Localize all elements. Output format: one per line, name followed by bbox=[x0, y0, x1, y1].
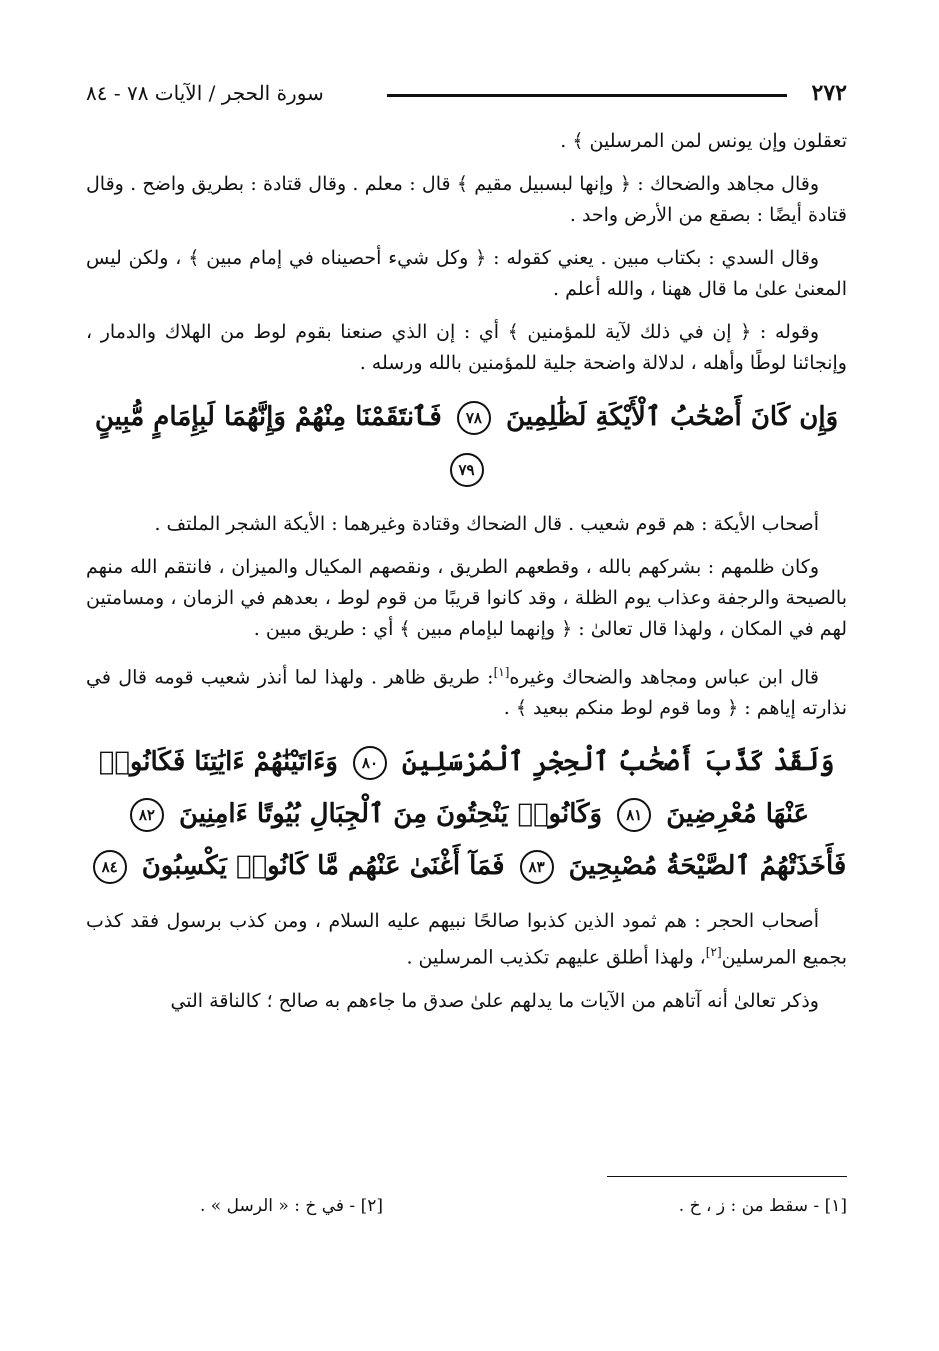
paragraph: وقال مجاهد والضحاك : ﴿ وإنها لبسبيل مقيم ﴾ قال : معلم . وقال قتادة : بطريق واضح . وقال قتادة أيضًا : بصقع من الأرض واحد . bbox=[86, 173, 847, 226]
verse-text: وَإِن كَانَ أَصْحَٰبُ ٱلْأَيْكَةِ لَظَٰلِمِينَ bbox=[505, 402, 839, 432]
paragraph: تعقلون وإن يونس لمن المرسلين ﴾ . bbox=[560, 130, 847, 152]
footnote-ref: [٢] bbox=[705, 945, 722, 960]
page-header bbox=[86, 76, 847, 110]
paragraph: أصحاب الأيكة : هم قوم شعيب . قال الضحاك وقتادة وغيرهما : الأيكة الشجر الملتف . bbox=[154, 513, 819, 535]
verse-number-marker: ٨٤ bbox=[93, 850, 127, 884]
footnotes bbox=[200, 1196, 847, 1216]
page-body bbox=[86, 126, 847, 1029]
paragraph-text: ، ولهذا أطلق عليهم تكذيب المرسلين . bbox=[406, 946, 706, 969]
page-number: ٢٧٢ bbox=[811, 80, 847, 106]
paragraph-text: : طريق ظاهر . ولهذا لما أنذر شعيب قومه قال في نذارته إياهم : ﴿ وما قوم لوط منكم ببعيد ﴾ . bbox=[86, 666, 847, 720]
footnote: [٢] - في خ : « الرسل » . bbox=[200, 1196, 383, 1216]
verse-text: وَكَانُوا۟ يَنْحِتُونَ مِنَ ٱلْجِبَالِ بُيُوتًا ءَامِنِينَ bbox=[179, 799, 603, 830]
verse-text: وَلَقَدْ كَذَّبَ أَصْحَٰبُ ٱلْحِجْرِ ٱلْمُرْسَلِينَ bbox=[402, 747, 835, 778]
verse-text: فَٱنتَقَمْنَا مِنْهُمْ وَإِنَّهُمَا لَبِإِمَامٍ مُّبِينٍ bbox=[94, 402, 442, 432]
paragraph: وكان ظلمهم : بشركهم بالله ، وقطعهم الطريق ، ونقصهم المكيال والميزان ، فانتقم الله منهم بالصيحة والرجفة وعذاب يوم الظلة ، وقد كانوا قريبًا من قوم لوط ، بعدهم في الزمان ، ومسامتين لهم في المكان ، ولهذا قال تعالىٰ : ﴿ وإنهما لبإمام مبين ﴾ أي : طريق مبين . bbox=[86, 556, 847, 640]
verse-number-marker: ٧٨ bbox=[457, 401, 491, 435]
verse-number-marker: ٨٢ bbox=[130, 798, 164, 832]
paragraph-text: قال ابن عباس ومجاهد والضحاك وغيره bbox=[509, 666, 819, 689]
quran-verse-block bbox=[86, 736, 847, 892]
verse-number-marker: ٨٣ bbox=[520, 850, 554, 884]
footnote-separator bbox=[607, 1176, 847, 1177]
running-title: سورة الحجر / الآيات ٧٨ - ٨٤ bbox=[86, 81, 324, 105]
verse-number-marker: ٧٩ bbox=[450, 453, 484, 487]
paragraph: وقال السدي : بكتاب مبين . يعني كقوله : ﴿ وكل شيء أحصيناه في إمام مبين ﴾ ، ولكن ليس المعنىٰ علىٰ ما قال ههنا ، والله أعلم . bbox=[86, 247, 847, 300]
verse-text: فَمَآ أَغْنَىٰ عَنْهُم مَّا كَانُوا۟ يَكْسِبُونَ bbox=[141, 851, 505, 882]
paragraph bbox=[86, 657, 847, 724]
header-rule bbox=[387, 94, 787, 97]
quran-verse-block bbox=[86, 391, 847, 495]
paragraph: وقوله : ﴿ إن في ذلك لآية للمؤمنين ﴾ أي : إن الذي صنعنا بقوم لوط من الهلاك والدمار ، وإنجائنا لوطًا وأهله ، لدلالة واضحة جلية للمؤمنين بالله ورسله . bbox=[86, 321, 847, 374]
verse-number-marker: ٨٠ bbox=[353, 746, 387, 780]
paragraph-text: أصحاب الحجر : هم ثمود الذين كذبوا صالحًا نبيهم عليه السلام ، ومن كذب برسول فقد كذب بجميع المرسلين bbox=[86, 910, 847, 969]
verse-number-marker: ٨١ bbox=[617, 798, 651, 832]
paragraph bbox=[86, 906, 847, 973]
footnote: [١] - سقط من : ز ، خ . bbox=[678, 1196, 847, 1216]
verse-text: وَءَاتَيْنَٰهُمْ ءَايَٰتِنَا فَكَانُوا۟ عَنْهَا مُعْرِضِينَ bbox=[98, 747, 810, 830]
verse-text: فَأَخَذَتْهُمُ ٱلصَّيْحَةُ مُصْبِحِينَ bbox=[568, 851, 847, 882]
paragraph: وذكر تعالىٰ أنه آتاهم من الآيات ما يدلهم علىٰ صدق ما جاءهم به صالح ؛ كالناقة التي bbox=[170, 989, 819, 1012]
footnote-ref: [١] bbox=[493, 665, 510, 679]
